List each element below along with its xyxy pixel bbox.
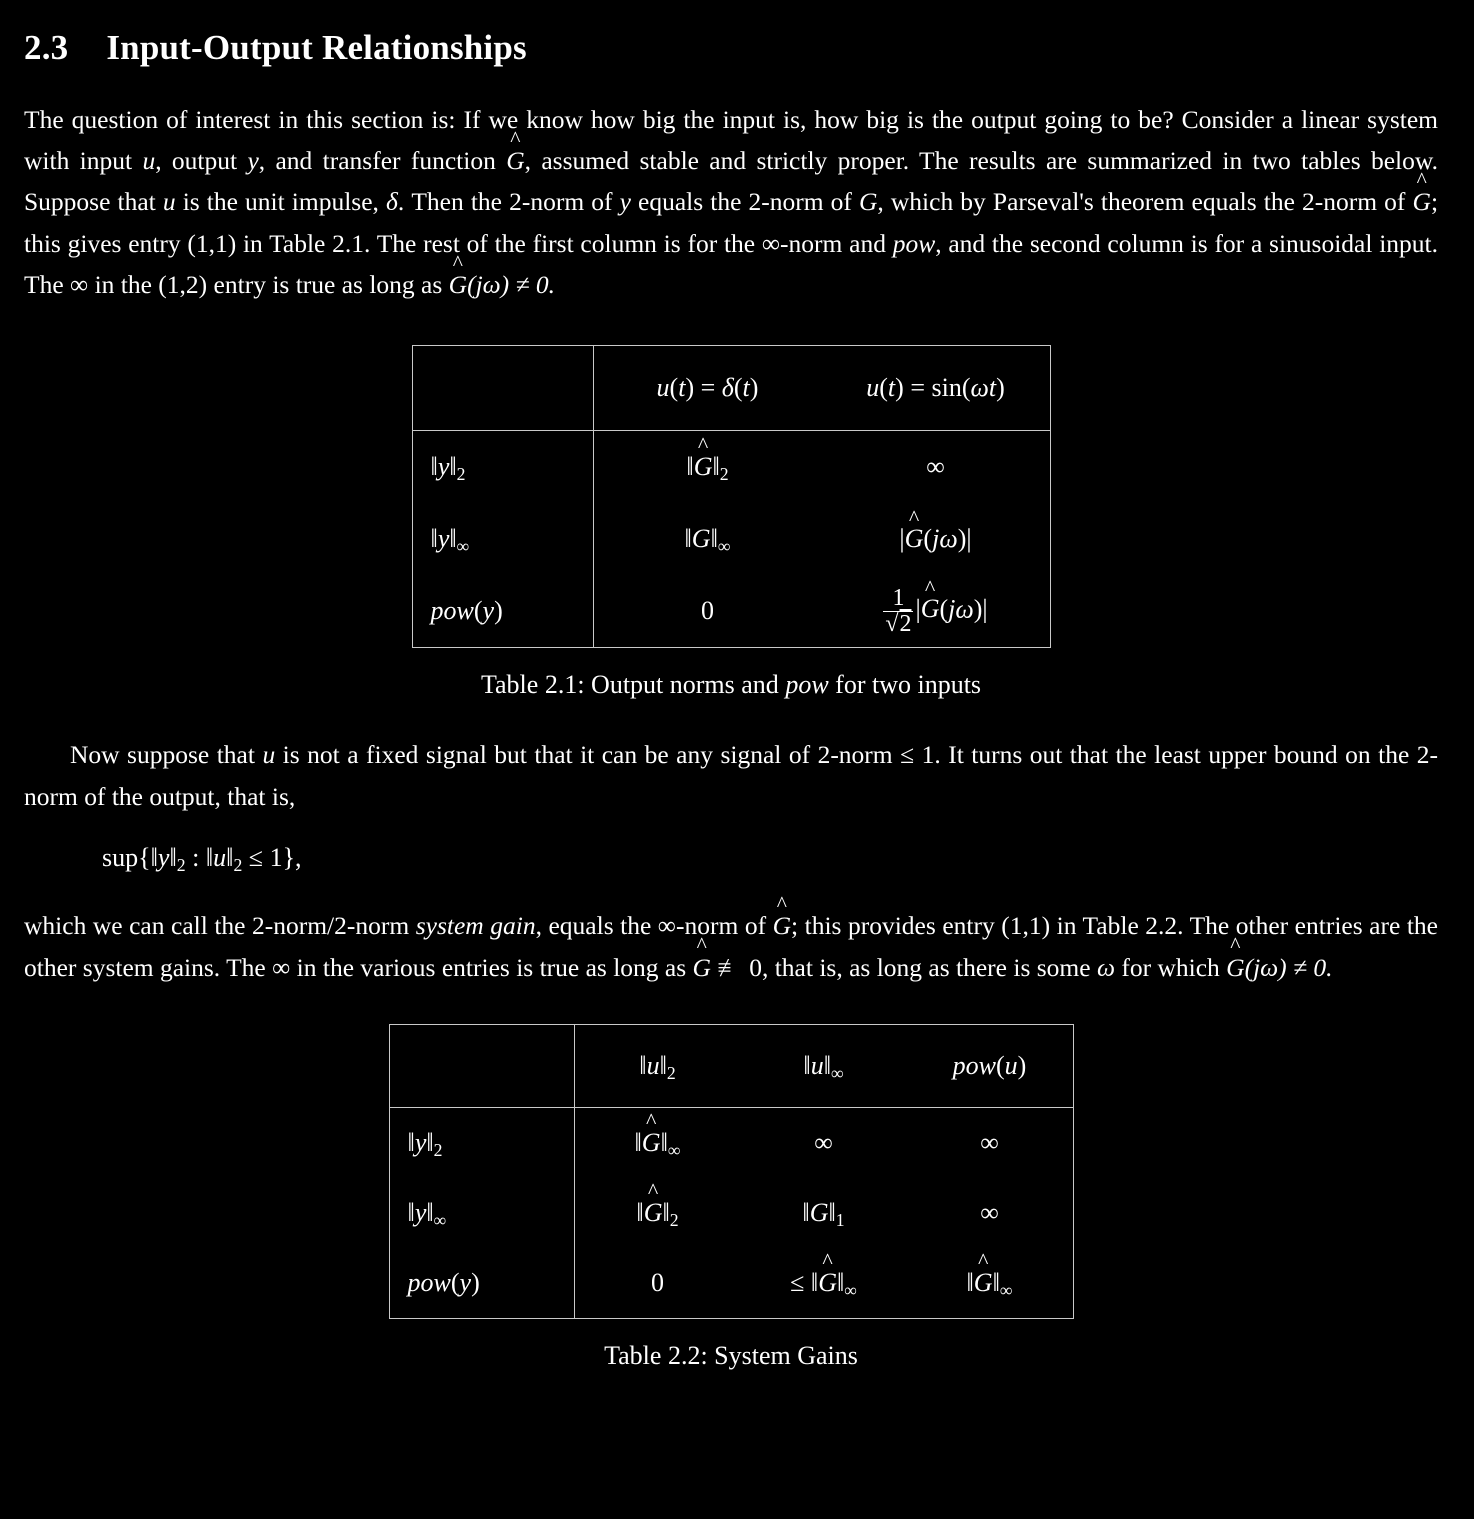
math-y: y [247,145,259,175]
text-run: which we can call the 2-norm/2-norm [24,911,416,941]
table-row [389,1248,1073,1319]
table-row [412,346,1050,431]
math-G-hat: G [692,952,711,982]
text-run: for which [1114,952,1227,982]
text-run: , output [155,145,248,175]
paragraph-sup-intro [24,734,1438,817]
math-G-hat: G [1412,187,1431,217]
table-cell: ∞ [926,452,945,482]
table-col-header: $‖u‖_\infty$ [741,1025,907,1108]
text-run: . Then the 2-norm of [397,187,620,217]
hat-accent: ^ [1416,168,1427,193]
table-2-2-block [24,1024,1438,1319]
table-cell: ∞ [980,1197,999,1227]
table-cell: ‖ ^ $G‖_\infty$ [634,1108,681,1160]
table-cell: | ^ G(jω)| [899,504,972,554]
table-col-header: u(t) = δ(t) [593,346,822,431]
table-col-header: $‖u‖_2$ [574,1025,741,1108]
page-title [24,20,1438,77]
text-run: ; this provides entry (1,1) in Table 2.2. The other entries are the other system gains. The ∞ in the various entries is true as long as [24,911,1438,982]
table-cell: ‖ ^ $G‖_2$ [686,432,729,484]
text-run: Now suppose that [70,740,263,770]
table-row-header: $‖y‖_2$ [412,431,593,504]
math-arg: (jω) ≠ 0. [1244,952,1333,982]
table-2-1-caption [24,664,1438,706]
table-row [412,431,1050,504]
table-2-1-block [24,345,1438,648]
text-run: , equals the ∞-norm of [535,911,773,941]
text-run: , assumed stable and strictly proper. The results are summarized in two tables below. Suppose that [24,145,1439,217]
paragraph-intro [24,99,1438,305]
table-cell: 0 [651,1267,664,1297]
table-cell: ‖ ^ $G‖_\infty$ [966,1248,1013,1300]
math-G-hat: G [772,911,792,941]
table-2-2-caption: Table 2.2: System Gains [604,1341,858,1371]
table-col-header: u(t) = sin(ωt) [822,346,1051,431]
table-cell: $\frac{1}{√2}$ | ^ G(jω)| [885,574,988,637]
text-run: The question of interest in this section is: If we know how big the input is, how big is the output going to be? Consider a linear system with input [24,104,1438,175]
math-G-hat: G [506,145,525,175]
math-pow: pow [785,670,829,700]
table-row-header: pow(y) [389,1248,574,1319]
table-row [389,1025,1073,1108]
math-delta: δ [386,187,398,217]
text-run: , and transfer function [258,145,507,175]
text-run: is not a fixed signal but that it can be any signal of 2-norm ≤ 1. It turns out that the least upper bound on the 2-norm of the output, that is, [24,740,1439,811]
section-number: 2.3 [24,28,69,67]
hat-accent: ^ [452,250,463,275]
hat-accent: ^ [510,126,521,151]
math-u: u [162,187,176,217]
paragraph-system-gain: which we can call the 2-norm/2-norm system gain, equals the ∞-norm of ^ G; this provides entry (1,1) in Table 2.2. The other entries are the other system gains. The ∞ in the various entries is true as long as ^ G ≢ 0, that is, as long as there is some ω for which ^ G(jω) ≠ 0. [24,892,1438,982]
text-run: , and the second column is for a sinusoidal input. The ∞ in the (1,2) entry is true as long as [24,228,1438,299]
caption-text: Table 2.1: Output norms and [480,670,786,700]
math-omega: ω [1096,952,1115,982]
table-cell: 0 [701,596,714,626]
text-run: equals the 2-norm of [630,187,859,217]
math-G: G [859,187,878,217]
table-cell: $‖G‖_\infty$ [684,523,731,556]
math-G-hat: G [448,269,468,299]
table-cell: ≤ ‖ ^ $G‖_\infty$ [790,1248,857,1300]
text-run: ≢ 0, that is, as long as there is some [710,952,1097,982]
emph-system-gain: system gain [415,911,536,941]
table-row-header: $‖y‖_\infty$ [412,503,593,575]
table-col-header: pow(u) [907,1025,1074,1108]
math-arg: (jω) ≠ 0. [467,269,556,299]
table-row [412,503,1050,575]
math-y: y [619,187,631,217]
table-corner-cell [389,1025,574,1108]
table-row-header: pow(y) [412,575,593,648]
math-u: u [262,740,276,770]
table-row [389,1108,1073,1179]
math-u: u [142,145,156,175]
table-cell: ‖ ^ $G‖_2$ [636,1178,679,1230]
table-2-1 [412,345,1051,648]
table-corner-cell [412,346,593,431]
table-2-2 [389,1024,1074,1319]
table-row [389,1178,1073,1248]
table-cell: ∞ [814,1127,833,1157]
equation-sup: $sup\{‖y‖_2$ : $‖u‖_2 \le 1$}, [102,842,302,875]
text-run: ; this gives entry (1,1) in Table 2.1. The rest of the first column is for the ∞-norm and [24,187,1439,258]
section-title: Input-Output Relationships [106,28,527,67]
text-run: , which by Parseval's theorem equals the 2-norm of [877,187,1413,217]
table-row [412,575,1050,648]
table-row-header: $‖y‖_2$ [389,1108,574,1179]
math-pow: pow [892,228,936,258]
caption-text: for two inputs [828,670,982,700]
math-G-hat: G [1226,952,1245,982]
table-cell: $‖G‖_1$ [802,1197,845,1230]
table-cell: ∞ [980,1127,999,1157]
text-run: is the unit impulse, [175,187,387,217]
table-row-header: $‖y‖_\infty$ [389,1178,574,1248]
